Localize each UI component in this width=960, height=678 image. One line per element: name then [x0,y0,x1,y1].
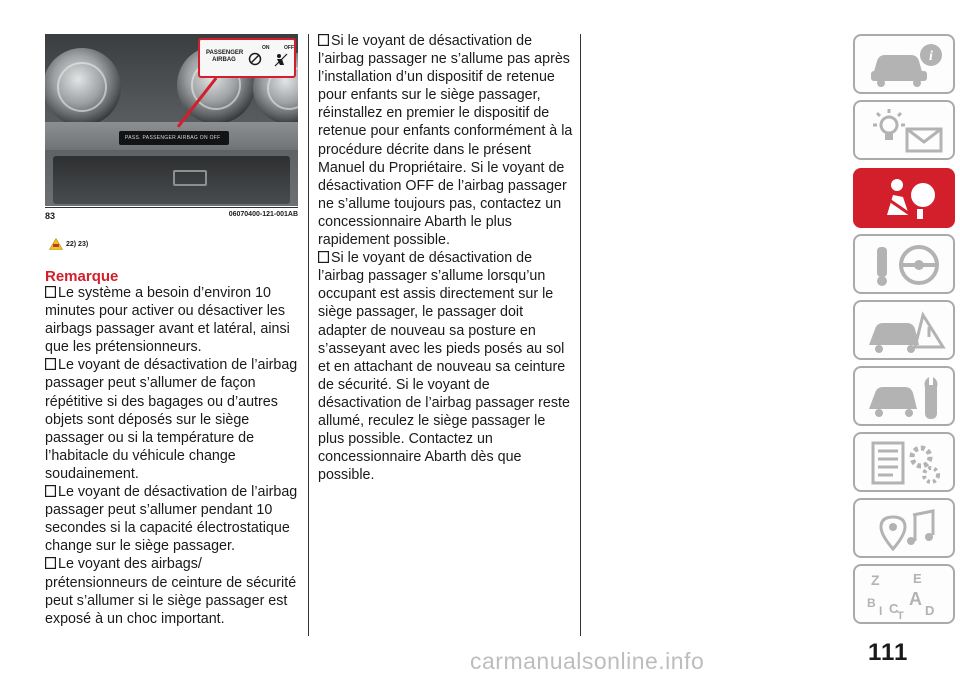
paragraph-text: Si le voyant de désactivation de l’airbag passager s’allume lorsqu’un occupant est assis directement sur le siège passager, le passager doit adapter de nouveau sa posture en s’asseyant avec les pieds posés au sol et en attachant de nouveau sa ceinture de sécurité. Si le voyant de désactivation de l’airbag passager reste allumé, reculez le siège passager le plus possible. Contactez un concessionnaire Abarth dès que possible. [318,250,570,484]
paragraph [45,284,303,356]
passenger-airbag-icon [274,53,288,67]
column-divider [580,34,581,636]
paragraph-text: Le voyant de désactivation de l’airbag passager peut s’allumer pendant 10 secondes si la capacité électrostatique change sur le siège passager. [45,484,298,555]
callout-label [206,50,242,64]
tab-safety[interactable] [853,168,955,228]
callout-airbag: AIRBAG [212,57,236,63]
checkbox-bullet-icon [45,485,56,497]
car-info-icon [863,41,949,89]
svg-text:B: B [867,596,876,610]
index-icon [863,571,949,619]
tab-multimedia[interactable] [853,498,955,558]
paragraph-text: Le système a besoin d’environ 10 minutes pour activer ou désactiver les airbags passager avant et latéral, ainsi que les prétensionneurs. [45,285,290,356]
paragraph-text: Le voyant des airbags/ prétensionneurs de ceinture de sécurité peut s’allumer si le siège passager est exposé à un choc important. [45,556,297,627]
paragraph [45,555,303,627]
airbag-callout [198,38,296,78]
airbag-indicator-display: PASS. PASSENGER AIRBAG ON OFF [119,131,229,145]
checkbox-bullet-icon [45,286,56,298]
right-column [318,32,573,484]
car-maintenance-icon [863,373,949,421]
section-heading: Remarque [45,268,119,285]
paragraph [45,356,303,483]
svg-text:D: D [925,603,935,618]
tab-starting-driving[interactable] [853,234,955,294]
tab-maintenance[interactable] [853,366,955,426]
svg-text:C: C [889,601,899,616]
storage-tray [53,156,290,204]
svg-text:Z: Z [871,572,880,588]
airbag-safety-icon [863,175,949,223]
svg-text:E: E [913,571,922,586]
paragraph [318,249,573,484]
svg-text:I: I [879,604,883,618]
checkbox-bullet-icon [45,358,56,370]
paragraph-text: Le voyant de désactivation de l’airbag passager peut s’allumer de façon répétitive si des bagages ou d’autres objets sont déposés sur le siège passager ou si la température de l’habitacle du véhicule change soudainement. [45,357,298,482]
warning-lights-icon [863,107,949,155]
checkbox-bullet-icon [318,251,329,263]
figure-code: 06070400-121-001AB [228,211,298,218]
warning-triangle-icon [49,238,63,250]
tab-technical-data[interactable] [853,432,955,492]
multimedia-icon [863,505,949,553]
key-steering-icon [863,241,949,289]
caption-rule [45,207,298,208]
tab-index[interactable] [853,564,955,624]
technical-data-icon [863,439,949,487]
watermark: carmanualsonline.info [470,648,705,674]
callout-off: OFF [284,45,294,51]
paragraph [45,483,303,555]
airbag-off-icon [248,52,262,66]
svg-text:T: T [897,610,904,619]
paragraph-text: Si le voyant de désactivation de l’airbag passager ne s’allume pas après l’installation d’un dispositif de retenue pour enfants sur le siège passager, réinstallez en premier le dispositif de retenue pour enfants conformément à la procédure décrite dans le présent Manuel du Propriétaire. Si le voyant de désactivation OFF de l’airbag passager ne s’allume toujours pas, contactez un concessionnaire Abarth le plus rapidement possible. [318,33,573,249]
column-divider [308,34,309,636]
callout-passenger: PASSENGER [206,50,244,56]
figure-number: 83 [45,211,56,221]
climate-dial-left [45,48,121,126]
svg-text:i: i [929,49,933,64]
usb-port [173,170,207,186]
page-number: 111 [868,639,909,666]
tab-vehicle-info[interactable] [853,34,955,94]
car-emergency-icon [863,307,949,355]
checkbox-bullet-icon [45,557,56,569]
checkbox-bullet-icon [318,34,329,46]
warning-references: 22) 23) [66,241,89,248]
callout-on: ON [262,45,270,51]
tab-emergency[interactable] [853,300,955,360]
svg-text:A: A [909,589,922,609]
paragraph [318,32,573,249]
left-column [45,284,303,628]
tab-warning-lights[interactable] [853,100,955,160]
dashboard-photo [45,34,298,206]
